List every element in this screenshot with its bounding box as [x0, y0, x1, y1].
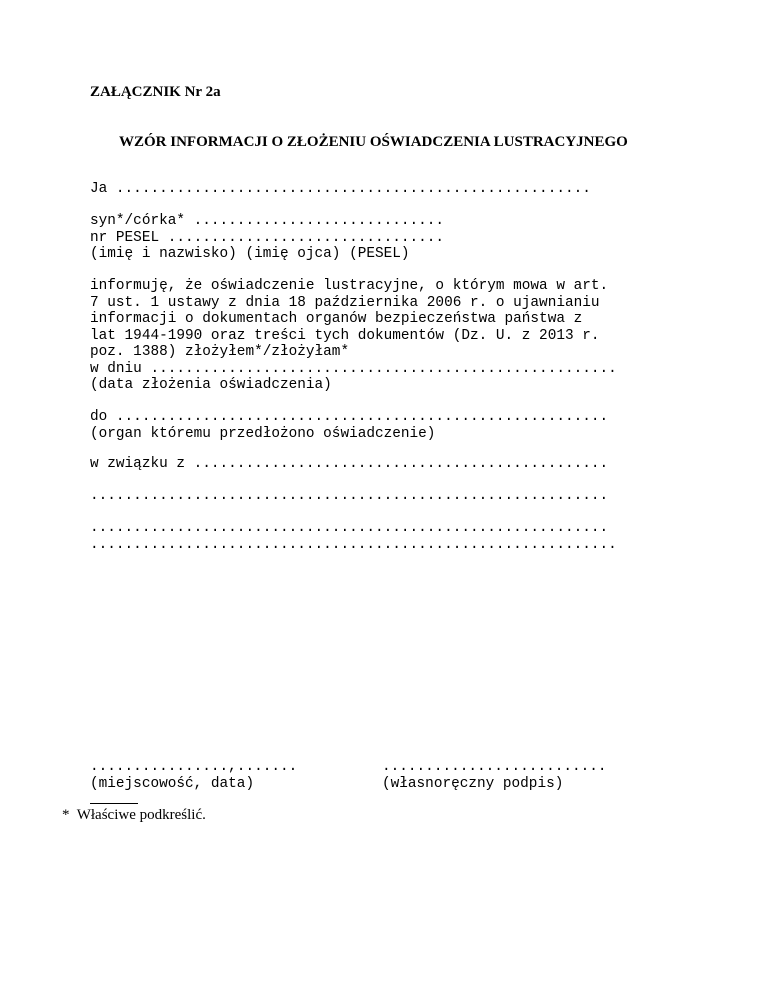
syn-corka-line: syn*/córka* .............................: [90, 213, 445, 229]
signature-caption: (własnoręczny podpis): [382, 775, 564, 792]
footnote-divider: [90, 803, 138, 804]
statement-line-4: lat 1944-1990 oraz treści tych dokumentów (Dz. U. z 2013 r.: [90, 327, 600, 344]
dotted-line-1: ............................................................: [90, 488, 609, 504]
signature-line: ..........................: [382, 759, 607, 775]
do-line: do .........................................................: [90, 409, 609, 425]
names-caption: (imię i nazwisko) (imię ojca) (PESEL): [90, 246, 410, 262]
dotted-line-2: ............................................................: [90, 520, 609, 536]
dotted-line-3: .............................................................: [90, 536, 617, 553]
w-zwiazku-line: w związku z ................................................: [90, 456, 609, 472]
organ-caption: (organ któremu przedłożono oświadczenie): [90, 425, 436, 442]
statement-line-3: informacji o dokumentach organów bezpieczeństwa państwa z: [90, 311, 583, 327]
place-date-caption: (miejscowość, data): [90, 775, 255, 792]
annex-label: ZAŁĄCZNIK Nr 2a: [90, 84, 221, 100]
statement-line-2: 7 ust. 1 ustawy z dnia 18 października 2006 r. o ujawnianiu: [90, 294, 600, 311]
date-caption: (data złożenia oświadczenia): [90, 377, 332, 393]
place-date-line: ................,.......: [90, 759, 298, 775]
statement-line-5: poz. 1388) złożyłem*/złożyłam*: [90, 344, 350, 360]
document-title: WZÓR INFORMACJI O ZŁOŻENIU OŚWIADCZENIA LUSTRACYJNEGO: [119, 134, 628, 150]
footnote-text: * Właściwe podkreślić.: [62, 807, 206, 823]
w-dniu-line: w dniu ......................................................: [90, 360, 617, 377]
pesel-line: nr PESEL ................................: [90, 229, 445, 246]
ja-line: Ja .......................................................: [90, 181, 591, 197]
statement-line-1: informuję, że oświadczenie lustracyjne, o którym mowa w art.: [90, 278, 609, 294]
